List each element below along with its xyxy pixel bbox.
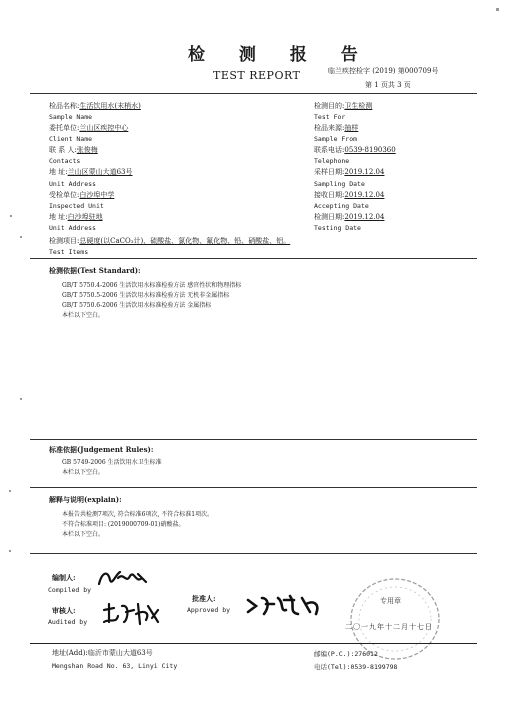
judgement-line: GB 5749-2006 生活饮用水卫生标准 — [62, 459, 162, 466]
test-for-value: 卫生检测 — [344, 102, 373, 110]
client-value: 兰山区疾控中心 — [79, 124, 129, 132]
sample-name-en: Sample Name — [49, 113, 93, 121]
test-for-en: Test For — [314, 113, 346, 121]
info-rule — [30, 258, 477, 259]
sampling-date-value: 2019.12.04 — [344, 168, 385, 176]
test-for-row — [314, 101, 372, 111]
report-title: 检 测 报 告 — [188, 45, 372, 65]
inspected-row — [49, 190, 114, 200]
inspected-addr-value: 白沙埠驻地 — [67, 213, 103, 221]
accept-date-row — [314, 190, 384, 200]
contact-row — [49, 145, 98, 155]
sample-from-value: 抽样 — [344, 124, 359, 132]
page-info: 第 1 页共 3 页 — [365, 81, 411, 89]
contacts-en: Contacts — [49, 157, 81, 165]
sample-name-value: 生活饮用水(末梢水) — [79, 102, 141, 110]
audited-signature — [100, 600, 162, 628]
inspected-en: Inspected Unit — [49, 202, 104, 210]
standard-heading: 检测依据(Test Standard): — [49, 266, 141, 275]
address-value: 兰山区蒙山大道63号 — [67, 168, 133, 176]
report-number: 临兰疾控检字 (2019) 第000709号 — [328, 67, 439, 75]
inspected-addr-row — [49, 212, 103, 222]
contact-label: 联 系 人: — [49, 146, 77, 154]
test-date-value: 2019.12.04 — [344, 213, 385, 221]
test-for-label: 检测目的: — [314, 102, 345, 110]
client-en: Client Name — [49, 135, 93, 143]
phone-label: 联系电话: — [314, 146, 345, 154]
sample-from-en: Sample From — [314, 135, 358, 143]
compiled-signature — [96, 566, 150, 590]
scan-mark — [10, 215, 12, 217]
scan-mark — [20, 398, 22, 400]
client-label: 委托单位: — [49, 124, 80, 132]
explain-heading: 解释与说明(explain): — [49, 495, 122, 504]
sampling-date-row — [314, 167, 384, 177]
standard-line: GB/T 5750.4-2006 生活饮用水标准检验方法 感官性状和物理指标 — [62, 282, 242, 289]
explain-line: 本报告共检测7项次, 符合标准6项次, 不符合标准1项次。 — [62, 511, 214, 518]
sampling-date-label: 采样日期: — [314, 168, 345, 176]
items-label: 检测项目: — [49, 237, 80, 245]
audited-en: Audited by — [48, 618, 88, 626]
unit-address-en: Unit Address — [49, 180, 96, 188]
approved-label: 批准人: — [192, 594, 216, 603]
footer-tel: 电话(Tel):0539-8199798 — [314, 663, 398, 671]
inspected-addr-label: 地 址: — [49, 213, 68, 221]
standard-rule — [30, 439, 477, 440]
approved-en: Approved by — [187, 606, 231, 614]
judgement-rule — [30, 487, 477, 488]
accept-date-value: 2019.12.04 — [344, 191, 385, 199]
footer-postal: 邮编(P.C.):276012 — [314, 650, 378, 658]
items-row — [49, 236, 290, 246]
explain-line: 不符合标准项目: (2019000709-01)硝酸盐。 — [62, 521, 185, 528]
report-subtitle: TEST REPORT — [213, 69, 301, 82]
phone-value: 0539-8190360 — [344, 146, 396, 154]
audited-label: 审核人: — [52, 606, 76, 615]
footer-address-cn: 地址(Add):临沂市蒙山大道63号 — [52, 649, 153, 657]
explain-blank-note: 本栏以下空白。 — [62, 531, 105, 538]
client-row — [49, 123, 128, 133]
explain-rule — [30, 553, 477, 554]
contact-value: 张俊梅 — [76, 146, 98, 154]
unit-address-en-2: Unit Address — [49, 224, 96, 232]
judgement-heading: 标准依据(Judgement Rules): — [49, 445, 154, 454]
scan-mark — [9, 490, 11, 492]
scan-mark — [496, 8, 499, 11]
compiled-en: Compiled by — [48, 586, 92, 594]
scan-mark — [9, 550, 11, 552]
standard-line: GB/T 5750.5-2006 生活饮用水标准检验方法 无机非金属指标 — [62, 292, 230, 299]
address-row — [49, 167, 133, 177]
sample-from-label: 检品来源: — [314, 124, 345, 132]
standard-blank-note: 本栏以下空白。 — [62, 312, 105, 319]
compiled-label: 编制人: — [52, 573, 76, 582]
test-date-label: 检测日期: — [314, 213, 345, 221]
test-date-en: Testing Date — [314, 224, 361, 232]
accept-date-label: 接收日期: — [314, 191, 345, 199]
stamp-text: 专用章 — [380, 597, 401, 605]
footer-rule — [30, 643, 477, 644]
footer-address-en: Mengshan Road No. 63, Linyi City — [52, 662, 178, 670]
inspected-value: 白沙埠中学 — [79, 191, 115, 199]
sample-name-row — [49, 101, 141, 111]
report-date: 二〇一九年十二月十七日 — [345, 623, 433, 631]
header-rule — [30, 93, 477, 94]
sampling-date-en: Sampling Date — [314, 180, 365, 188]
items-en: Test Items — [49, 248, 89, 256]
scan-mark — [20, 236, 22, 238]
telephone-en: Telephone — [314, 157, 350, 165]
accept-date-en: Accepting Date — [314, 202, 369, 210]
test-date-row — [314, 212, 384, 222]
phone-row — [314, 145, 396, 155]
standard-line: GB/T 5750.6-2006 生活饮用水标准检验方法 金属指标 — [62, 302, 212, 309]
items-value: 总硬度(以CaCO₃计)、硫酸盐、氯化物、氟化物、铅、硝酸盐、铝。 — [79, 237, 291, 245]
judgement-blank-note: 本栏以下空白。 — [62, 469, 105, 476]
sample-from-row — [314, 123, 358, 133]
address-label: 地 址: — [49, 168, 68, 176]
sample-name-label: 检品名称: — [49, 102, 80, 110]
approved-signature — [244, 592, 326, 620]
inspected-label: 受检单位: — [49, 191, 80, 199]
